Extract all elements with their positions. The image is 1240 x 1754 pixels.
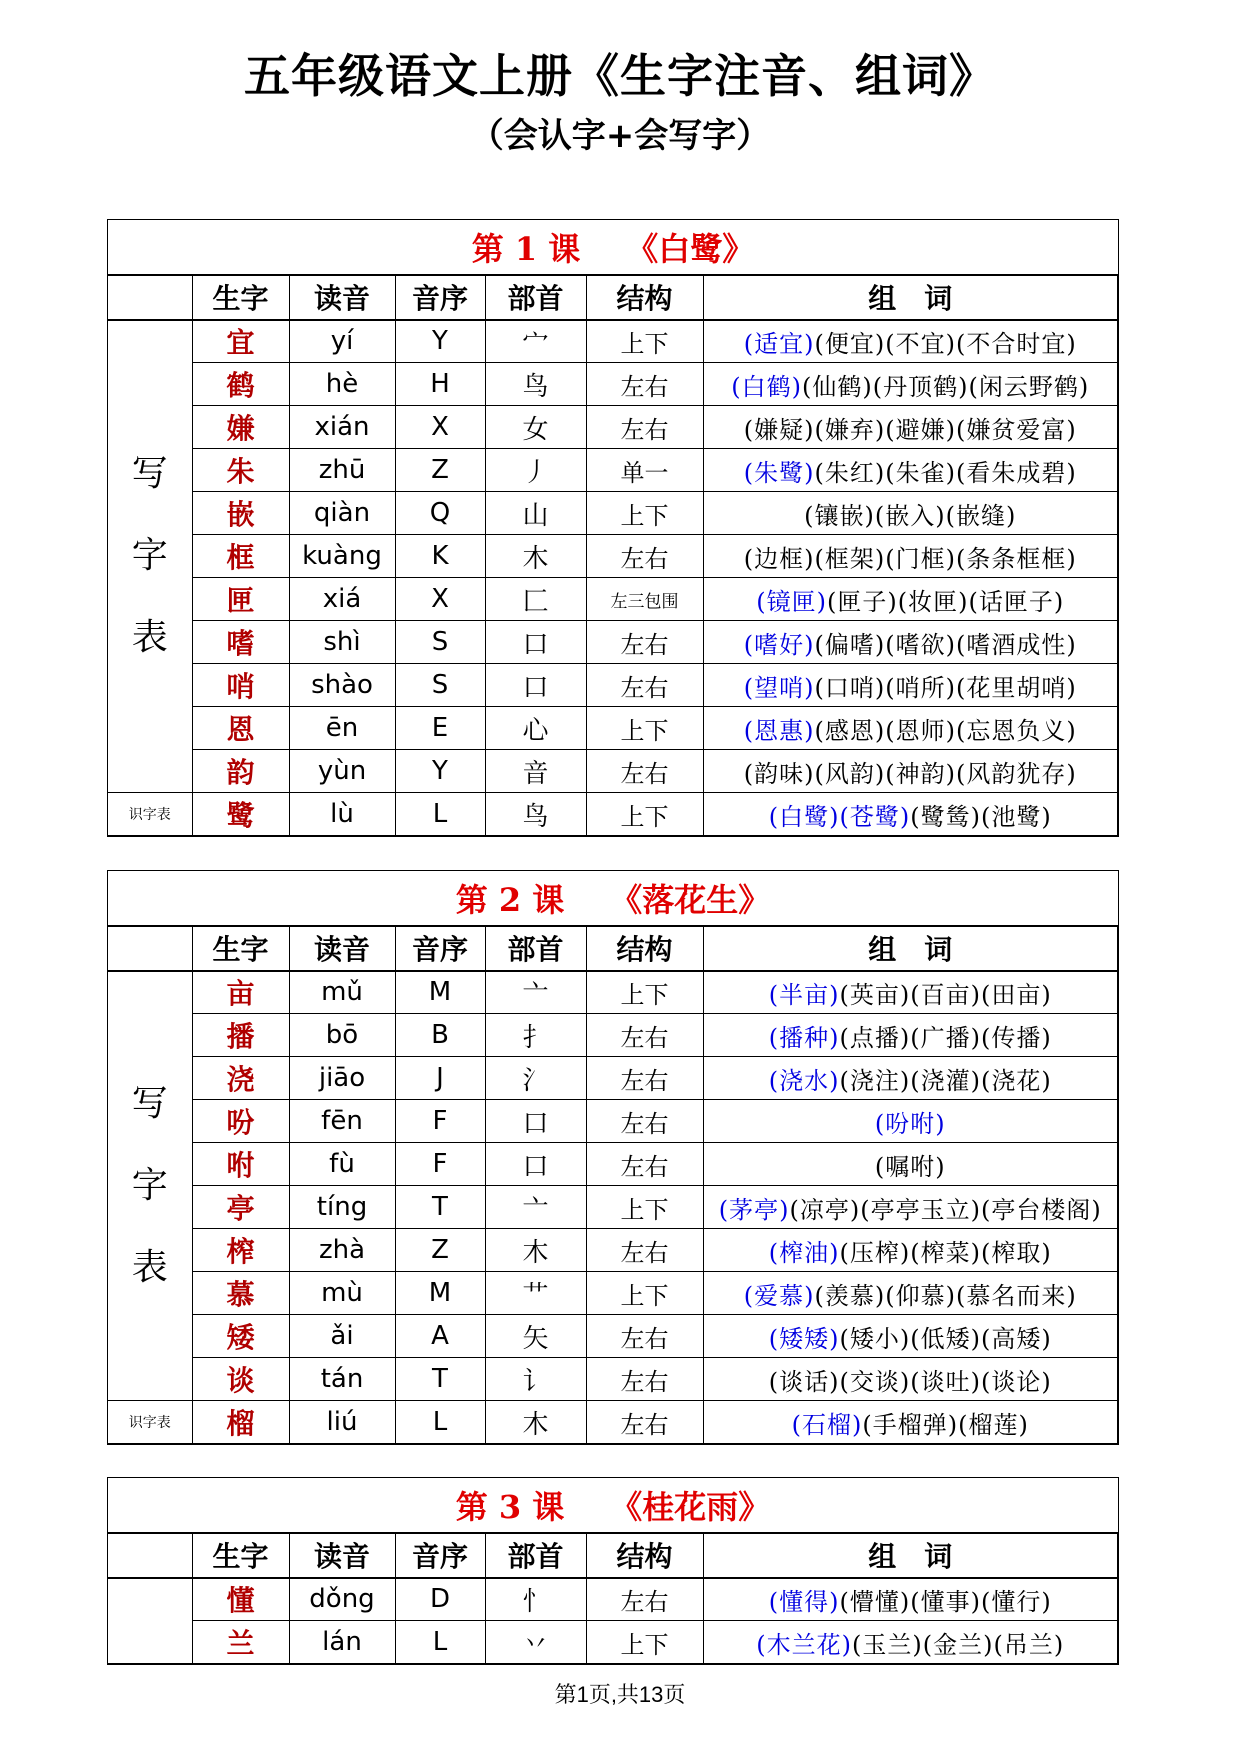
- phonetic-order: M: [395, 1272, 485, 1315]
- word-combinations: [703, 1100, 1118, 1143]
- structure: 左右: [586, 363, 703, 406]
- structure: 上下: [586, 793, 703, 836]
- phonetic-order: H: [395, 363, 485, 406]
- character: 宜: [192, 320, 289, 363]
- lesson-table-1: [107, 219, 1119, 837]
- character: 框: [192, 535, 289, 578]
- other-words: (点播)(广播)(传播): [839, 1023, 1052, 1052]
- character: 矮: [192, 1315, 289, 1358]
- radical: 氵: [485, 1057, 586, 1100]
- phonetic-order: K: [395, 535, 485, 578]
- word-combinations: [703, 492, 1118, 535]
- word-combinations: [703, 1358, 1118, 1401]
- radical: 口: [485, 1100, 586, 1143]
- table-row: [108, 664, 1118, 707]
- table-row: [108, 492, 1118, 535]
- table-header: [108, 276, 1118, 320]
- character: 匣: [192, 578, 289, 621]
- character: 慕: [192, 1272, 289, 1315]
- structure: 左右: [586, 750, 703, 793]
- other-words: (匣子)(妆匣)(话匣子): [827, 587, 1065, 616]
- word-combinations: [703, 793, 1118, 836]
- word-combinations: [703, 1229, 1118, 1272]
- table-row: [108, 621, 1118, 664]
- radical: 丿: [485, 449, 586, 492]
- pinyin: lán: [289, 1621, 395, 1664]
- structure: 左右: [586, 1143, 703, 1186]
- character: 播: [192, 1014, 289, 1057]
- radical: 音: [485, 750, 586, 793]
- structure: 上下: [586, 1621, 703, 1664]
- column-header: 音序: [395, 1534, 485, 1578]
- radical: 女: [485, 406, 586, 449]
- page-title: 五年级语文上册《生字注音、组词》: [244, 49, 996, 103]
- radical: 木: [485, 1229, 586, 1272]
- character: 谈: [192, 1358, 289, 1401]
- character: 哨: [192, 664, 289, 707]
- table-row: [108, 535, 1118, 578]
- highlight-words: (望哨): [743, 673, 815, 702]
- radical: 口: [485, 1143, 586, 1186]
- word-combinations: [703, 1272, 1118, 1315]
- other-words: (矮小)(低矮)(高矮): [839, 1324, 1052, 1353]
- table-row: [108, 971, 1118, 1014]
- pinyin: zhà: [289, 1229, 395, 1272]
- lesson-number: 第 1 课: [471, 230, 581, 268]
- phonetic-order: E: [395, 707, 485, 750]
- highlight-words: (半亩): [768, 980, 840, 1009]
- column-header: 部首: [485, 927, 586, 971]
- phonetic-order: X: [395, 406, 485, 449]
- character: 朱: [192, 449, 289, 492]
- phonetic-order: M: [395, 971, 485, 1014]
- highlight-words: (榨油): [768, 1238, 840, 1267]
- column-header: 读音: [289, 927, 395, 971]
- radical: 口: [485, 664, 586, 707]
- character-table: [108, 275, 1118, 836]
- character: 鹭: [192, 793, 289, 836]
- table-row: [108, 1014, 1118, 1057]
- character: 亩: [192, 971, 289, 1014]
- table-row: [108, 406, 1118, 449]
- column-header: 读音: [289, 276, 395, 320]
- phonetic-order: Y: [395, 750, 485, 793]
- highlight-words: (白鹤): [731, 372, 803, 401]
- pinyin: tán: [289, 1358, 395, 1401]
- pinyin: yí: [289, 320, 395, 363]
- label-char: 写: [131, 453, 168, 495]
- table-row: [108, 1578, 1118, 1621]
- structure: 上下: [586, 1186, 703, 1229]
- header-blank: [108, 1534, 192, 1578]
- table-row: [108, 750, 1118, 793]
- structure: 上下: [586, 707, 703, 750]
- radical: 矢: [485, 1315, 586, 1358]
- label-char: 写: [131, 1082, 168, 1124]
- character: 榴: [192, 1401, 289, 1444]
- table-header: [108, 927, 1118, 971]
- structure: 左三包围: [586, 578, 703, 621]
- word-combinations: [703, 1143, 1118, 1186]
- pinyin: shào: [289, 664, 395, 707]
- radical: 丷: [485, 1621, 586, 1664]
- pinyin: dǒng: [289, 1578, 395, 1621]
- table-row: [108, 1057, 1118, 1100]
- column-header: 音序: [395, 276, 485, 320]
- word-combinations: [703, 406, 1118, 449]
- character: 嫌: [192, 406, 289, 449]
- highlight-words: (吩咐): [874, 1109, 946, 1138]
- pinyin: yùn: [289, 750, 395, 793]
- word-combinations: [703, 750, 1118, 793]
- other-words: (韵味)(风韵)(神韵)(风韵犹存): [743, 759, 1077, 788]
- phonetic-order: Z: [395, 1229, 485, 1272]
- pinyin: tíng: [289, 1186, 395, 1229]
- structure: 上下: [586, 492, 703, 535]
- character: 嗜: [192, 621, 289, 664]
- highlight-words: (镜匣): [756, 587, 828, 616]
- phonetic-order: A: [395, 1315, 485, 1358]
- pinyin: jiāo: [289, 1057, 395, 1100]
- pinyin: bō: [289, 1014, 395, 1057]
- structure: 上下: [586, 320, 703, 363]
- character: 韵: [192, 750, 289, 793]
- radical: 宀: [485, 320, 586, 363]
- highlight-words: (矮矮): [768, 1324, 840, 1353]
- structure: 左右: [586, 1401, 703, 1444]
- structure: 左右: [586, 1229, 703, 1272]
- word-combinations: [703, 1621, 1118, 1664]
- label-char: 表: [131, 617, 168, 659]
- page-subtitle: （会认字+会写字）: [469, 116, 771, 156]
- highlight-words: (嗜好): [743, 630, 815, 659]
- phonetic-order: T: [395, 1186, 485, 1229]
- phonetic-order: L: [395, 793, 485, 836]
- word-combinations: [703, 621, 1118, 664]
- radical: 心: [485, 707, 586, 750]
- other-words: (仙鹤)(丹顶鹤)(闲云野鹤): [802, 372, 1090, 401]
- radical: 亠: [485, 1186, 586, 1229]
- character: 嵌: [192, 492, 289, 535]
- table-row: [108, 1186, 1118, 1229]
- phonetic-order: B: [395, 1014, 485, 1057]
- structure: 左右: [586, 621, 703, 664]
- recognize-table-label: 识字表: [108, 1401, 192, 1444]
- column-header: 生字: [192, 1534, 289, 1578]
- other-words: (感恩)(恩师)(忘恩负义): [814, 716, 1077, 745]
- table-row: [108, 320, 1118, 363]
- word-combinations: [703, 1014, 1118, 1057]
- other-words: (压榨)(榨菜)(榨取): [839, 1238, 1052, 1267]
- lesson-title: [108, 1478, 1118, 1533]
- structure: 左右: [586, 1315, 703, 1358]
- column-header: 结构: [586, 927, 703, 971]
- pinyin: xiá: [289, 578, 395, 621]
- pinyin: lù: [289, 793, 395, 836]
- table-row: [108, 363, 1118, 406]
- pinyin: mǔ: [289, 971, 395, 1014]
- table-row: [108, 1401, 1118, 1444]
- lesson-name: 《落花生》: [610, 881, 771, 919]
- pinyin: qiàn: [289, 492, 395, 535]
- word-combinations: [703, 707, 1118, 750]
- structure: 上下: [586, 971, 703, 1014]
- lesson-title: [108, 871, 1118, 926]
- pinyin: mù: [289, 1272, 395, 1315]
- lesson-name: 《桂花雨》: [610, 1488, 771, 1526]
- phonetic-order: F: [395, 1143, 485, 1186]
- phonetic-order: J: [395, 1057, 485, 1100]
- recognize-table-label: 识字表: [108, 793, 192, 836]
- column-header: 组 词: [703, 927, 1118, 971]
- other-words: (嘱咐): [874, 1152, 946, 1181]
- other-words: (羡慕)(仰慕)(慕名而来): [814, 1281, 1077, 1310]
- radical: 山: [485, 492, 586, 535]
- header-blank: [108, 927, 192, 971]
- word-combinations: [703, 664, 1118, 707]
- character: 亭: [192, 1186, 289, 1229]
- write-table-label: [108, 1578, 192, 1664]
- column-header: 部首: [485, 1534, 586, 1578]
- word-combinations: [703, 578, 1118, 621]
- write-table-label: [108, 971, 192, 1401]
- pinyin: zhū: [289, 449, 395, 492]
- table-row: [108, 1315, 1118, 1358]
- page-footer: 第1页,共13页: [554, 1682, 686, 1707]
- pinyin: fù: [289, 1143, 395, 1186]
- structure: 左右: [586, 535, 703, 578]
- radical: 木: [485, 1401, 586, 1444]
- word-combinations: [703, 1578, 1118, 1621]
- highlight-words: (适宜): [743, 329, 815, 358]
- phonetic-order: S: [395, 664, 485, 707]
- highlight-words: (播种): [768, 1023, 840, 1052]
- character: 咐: [192, 1143, 289, 1186]
- word-combinations: [703, 535, 1118, 578]
- highlight-words: (茅亭): [718, 1195, 790, 1224]
- phonetic-order: F: [395, 1100, 485, 1143]
- label-char: 字: [131, 535, 168, 577]
- highlight-words: (朱鹭): [743, 458, 815, 487]
- character: 懂: [192, 1578, 289, 1621]
- other-words: (鹭鸶)(池鹭): [910, 802, 1052, 831]
- table-row: [108, 449, 1118, 492]
- word-combinations: [703, 1401, 1118, 1444]
- other-words: (偏嗜)(嗜欲)(嗜酒成性): [814, 630, 1077, 659]
- column-header: 读音: [289, 1534, 395, 1578]
- label-char: 表: [131, 1246, 168, 1288]
- table-row: [108, 1229, 1118, 1272]
- radical: 讠: [485, 1358, 586, 1401]
- header-blank: [108, 276, 192, 320]
- radical: 匚: [485, 578, 586, 621]
- word-combinations: [703, 1057, 1118, 1100]
- other-words: (嫌疑)(嫌弃)(避嫌)(嫌贫爱富): [743, 415, 1077, 444]
- character-table: [108, 926, 1118, 1444]
- table-row: [108, 1358, 1118, 1401]
- character: 榨: [192, 1229, 289, 1272]
- other-words: (玉兰)(金兰)(吊兰): [852, 1630, 1065, 1659]
- other-words: (懵懂)(懂事)(懂行): [839, 1587, 1052, 1616]
- phonetic-order: L: [395, 1621, 485, 1664]
- lesson-number: 第 3 课: [455, 1488, 565, 1526]
- column-header: 结构: [586, 1534, 703, 1578]
- highlight-words: (白鹭)(苍鹭): [768, 802, 911, 831]
- radical: 扌: [485, 1014, 586, 1057]
- lesson-name: 《白鹭》: [626, 230, 755, 268]
- column-header: 结构: [586, 276, 703, 320]
- column-header: 部首: [485, 276, 586, 320]
- character: 兰: [192, 1621, 289, 1664]
- other-words: (浇注)(浇灌)(浇花): [839, 1066, 1052, 1095]
- radical: 鸟: [485, 363, 586, 406]
- table-row: [108, 1100, 1118, 1143]
- radical: 亠: [485, 971, 586, 1014]
- structure: 单一: [586, 449, 703, 492]
- structure: 左右: [586, 1358, 703, 1401]
- lesson-table-3: [107, 1477, 1119, 1665]
- other-words: (边框)(框架)(门框)(条条框框): [743, 544, 1077, 573]
- highlight-words: (浇水): [768, 1066, 840, 1095]
- pinyin: kuàng: [289, 535, 395, 578]
- character-table: [108, 1533, 1118, 1664]
- radical: 忄: [485, 1578, 586, 1621]
- pinyin: liú: [289, 1401, 395, 1444]
- word-combinations: [703, 1315, 1118, 1358]
- radical: 鸟: [485, 793, 586, 836]
- column-header: 音序: [395, 927, 485, 971]
- highlight-words: (木兰花): [756, 1630, 853, 1659]
- column-header: 组 词: [703, 1534, 1118, 1578]
- label-char: 字: [131, 1164, 168, 1206]
- word-combinations: [703, 1186, 1118, 1229]
- table-row: [108, 1621, 1118, 1664]
- lesson-title: [108, 220, 1118, 275]
- structure: 左右: [586, 1014, 703, 1057]
- pinyin: shì: [289, 621, 395, 664]
- phonetic-order: Y: [395, 320, 485, 363]
- table-header: [108, 1534, 1118, 1578]
- highlight-words: (石榴): [791, 1410, 863, 1439]
- character: 恩: [192, 707, 289, 750]
- word-combinations: [703, 449, 1118, 492]
- phonetic-order: T: [395, 1358, 485, 1401]
- other-words: (凉亭)(亭亭玉立)(亭台楼阁): [789, 1195, 1102, 1224]
- write-table-label: [108, 320, 192, 793]
- highlight-words: (爱慕): [743, 1281, 815, 1310]
- other-words: (英亩)(百亩)(田亩): [839, 980, 1052, 1009]
- lesson-table-2: [107, 870, 1119, 1445]
- table-row: [108, 793, 1118, 836]
- column-header: 生字: [192, 276, 289, 320]
- word-combinations: [703, 363, 1118, 406]
- other-words: (便宜)(不宜)(不合时宜): [814, 329, 1077, 358]
- structure: 左右: [586, 1100, 703, 1143]
- lesson-number: 第 2 课: [455, 881, 565, 919]
- other-words: (镶嵌)(嵌入)(嵌缝): [804, 501, 1017, 530]
- column-header: 生字: [192, 927, 289, 971]
- structure: 上下: [586, 1272, 703, 1315]
- word-combinations: [703, 320, 1118, 363]
- highlight-words: (恩惠): [743, 716, 815, 745]
- table-row: [108, 707, 1118, 750]
- structure: 左右: [586, 406, 703, 449]
- table-row: [108, 1143, 1118, 1186]
- pinyin: ēn: [289, 707, 395, 750]
- other-words: (手榴弹)(榴莲): [862, 1410, 1029, 1439]
- structure: 左右: [586, 664, 703, 707]
- pinyin: ǎi: [289, 1315, 395, 1358]
- pinyin: fēn: [289, 1100, 395, 1143]
- other-words: (朱红)(朱雀)(看朱成碧): [814, 458, 1077, 487]
- structure: 左右: [586, 1578, 703, 1621]
- phonetic-order: Z: [395, 449, 485, 492]
- highlight-words: (懂得): [768, 1587, 840, 1616]
- structure: 左右: [586, 1057, 703, 1100]
- phonetic-order: D: [395, 1578, 485, 1621]
- character: 吩: [192, 1100, 289, 1143]
- phonetic-order: S: [395, 621, 485, 664]
- pinyin: hè: [289, 363, 395, 406]
- word-combinations: [703, 971, 1118, 1014]
- radical: 口: [485, 621, 586, 664]
- phonetic-order: L: [395, 1401, 485, 1444]
- other-words: (谈话)(交谈)(谈吐)(谈论): [768, 1367, 1052, 1396]
- phonetic-order: X: [395, 578, 485, 621]
- table-row: [108, 1272, 1118, 1315]
- table-row: [108, 578, 1118, 621]
- pinyin: xián: [289, 406, 395, 449]
- other-words: (口哨)(哨所)(花里胡哨): [814, 673, 1077, 702]
- character: 浇: [192, 1057, 289, 1100]
- phonetic-order: Q: [395, 492, 485, 535]
- radical: 木: [485, 535, 586, 578]
- column-header: 组 词: [703, 276, 1118, 320]
- character: 鹤: [192, 363, 289, 406]
- radical: 艹: [485, 1272, 586, 1315]
